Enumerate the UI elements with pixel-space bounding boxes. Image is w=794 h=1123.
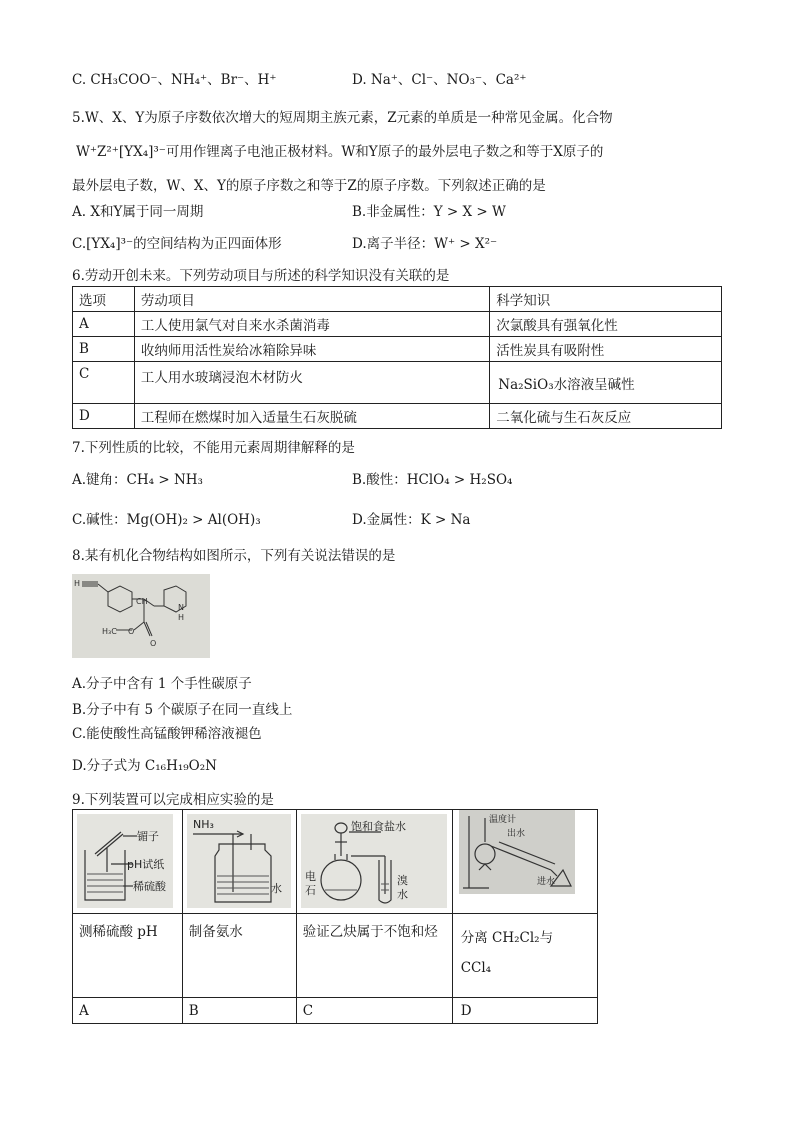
q9-purpose-d [452,914,597,998]
q8-stem: 8.某有机化合物结构如图所示，下列有关说法错误的是 [72,548,396,564]
fig-label: O [150,639,157,648]
fig-label: H [178,613,185,622]
q7-option-c: C.碱性：Mg(OH)₂ > Al(OH)₃ [72,512,261,528]
gas-bottle-icon [187,814,291,908]
q8-option-b: B.分子中有 5 个碳原子在同一直线上 [72,702,293,718]
q9-figure-row [73,810,598,914]
q5-stem-line1: 5.W、X、Y为原子序数依次增大的短周期主族元素，Z元素的单质是一种常见金属。化合物 [72,110,613,126]
q9-purpose-b: 制备氨水 [182,914,296,998]
q5-option-c: C.[YX₄]³⁻的空间结构为正四面体形 [72,236,282,252]
q6-cell: 工人用水玻璃浸泡木材防火 [134,362,489,404]
fig-label: 温度计 [488,815,516,825]
q8-option-a: A.分子中含有 1 个手性碳原子 [72,676,252,692]
fig-label: O [128,627,135,636]
table-row [73,312,722,337]
q4-option-d: D. Na⁺、Cl⁻、NO₃⁻、Ca²⁺ [352,72,527,88]
fig-label: H₃C [102,627,117,636]
q6-table [72,286,722,429]
q8-option-c: C.能使酸性高锰酸钾稀溶液褪色 [72,726,262,742]
distillation-apparatus-icon [459,810,575,894]
q6-cell: 收纳师用活性炭给冰箱除异味 [134,337,489,362]
fig-label: 电 [304,870,316,883]
q5-stem-line3: 最外层电子数，W、X、Y的原子序数之和等于Z的原子序数。下列叙述正确的是 [72,178,546,194]
q7-stem: 7.下列性质的比较，不能用元素周期律解释的是 [72,440,355,456]
fig-label: 石 [304,884,316,897]
q9-table [72,809,598,1024]
q9-letter: A [73,998,183,1024]
fig-label: 镅子 [137,830,159,843]
q6-cell: 工人使用氯气对自来水杀菌消毒 [134,312,489,337]
q9-letter: B [182,998,296,1024]
table-row [73,337,722,362]
q7-option-d: D.金属性：K > Na [352,512,471,528]
q6-header-row [73,287,722,312]
fig-label: 进水 [536,877,555,887]
q5-option-b: B.非金属性：Y > X > W [352,204,506,220]
table-row [73,362,722,404]
fig-label: 饱和食盐水 [350,820,406,833]
fig-label: 出水 [506,829,525,839]
q6-stem: 6.劳动开创未来。下列劳动项目与所述的科学知识没有关联的是 [72,268,450,284]
fig-label: 溴 [396,874,408,887]
q9-figure-cell-a [73,810,183,914]
q9-purpose-d-line1: 分离 CH₂Cl₂与 [460,930,554,946]
beaker-icon [77,814,173,908]
q9-letter: C [296,998,452,1024]
q9-letter: D [452,998,597,1024]
q7-option-a: A.键角：CH₄ > NH₃ [72,472,203,488]
q9-purpose-c: 验证乙炔属于不饱和烃 [296,914,452,998]
q6-header-labor: 劳动项目 [134,287,489,312]
fig-label: 水 [270,882,282,895]
q6-cell: 活性炭具有吸附性 [490,337,722,362]
q9-purpose-a: 测稀硫酸 pH [73,914,183,998]
q5-option-d: D.离子半径：W⁺ > X²⁻ [352,236,498,252]
q6-header-science: 科学知识 [490,287,722,312]
q9-letter-row [73,998,598,1024]
q5-option-a: A. X和Y属于同一周期 [72,204,204,220]
fig-label: 水 [396,888,408,901]
q6-cell: A [73,312,135,337]
q5-stem-line2: W⁺Z²⁺[YX₄]³⁻可用作锂离子电池正极材料。W和Y原子的最外层电子数之和等于X原子的 [76,144,604,160]
fig-label: 稀硫酸 [133,880,166,893]
q9-purpose-row [73,914,598,998]
q8-structure-figure [72,574,210,658]
q9-stem: 9.下列装置可以完成相应实验的是 [72,792,274,808]
q6-cell: 工程师在燃煤时加入适量生石灰脱硫 [134,404,489,429]
q6-cell: D [73,404,135,429]
q4-option-c: C. CH₃COO⁻、NH₄⁺、Br⁻、H⁺ [72,72,277,88]
fig-label: NH₃ [192,818,214,831]
q9-purpose-d-line2: CCl₄ [460,960,492,976]
organic-structure-icon [72,574,210,658]
fig-label: CH [136,597,148,606]
flask-apparatus-icon [301,814,447,908]
fig-label: N [178,603,184,612]
q6-cell: 次氯酸具有强氧化性 [490,312,722,337]
fig-label: pH试纸 [127,858,165,871]
table-row [73,404,722,429]
q6-header-option: 选项 [73,287,135,312]
q6-cell: 二氧化硫与生石灰反应 [490,404,722,429]
q9-figure-cell-c [296,810,452,914]
q7-option-b: B.酸性：HClO₄ > H₂SO₄ [352,472,513,488]
q6-cell: Na₂SiO₃水溶液呈碱性 [490,362,722,404]
q9-figure-cell-b [182,810,296,914]
q6-cell: B [73,337,135,362]
svg-text:H: H [74,579,81,588]
q6-cell: C [73,362,135,404]
q8-option-d: D.分子式为 C₁₆H₁₉O₂N [72,758,217,774]
q9-figure-cell-d [452,810,597,914]
